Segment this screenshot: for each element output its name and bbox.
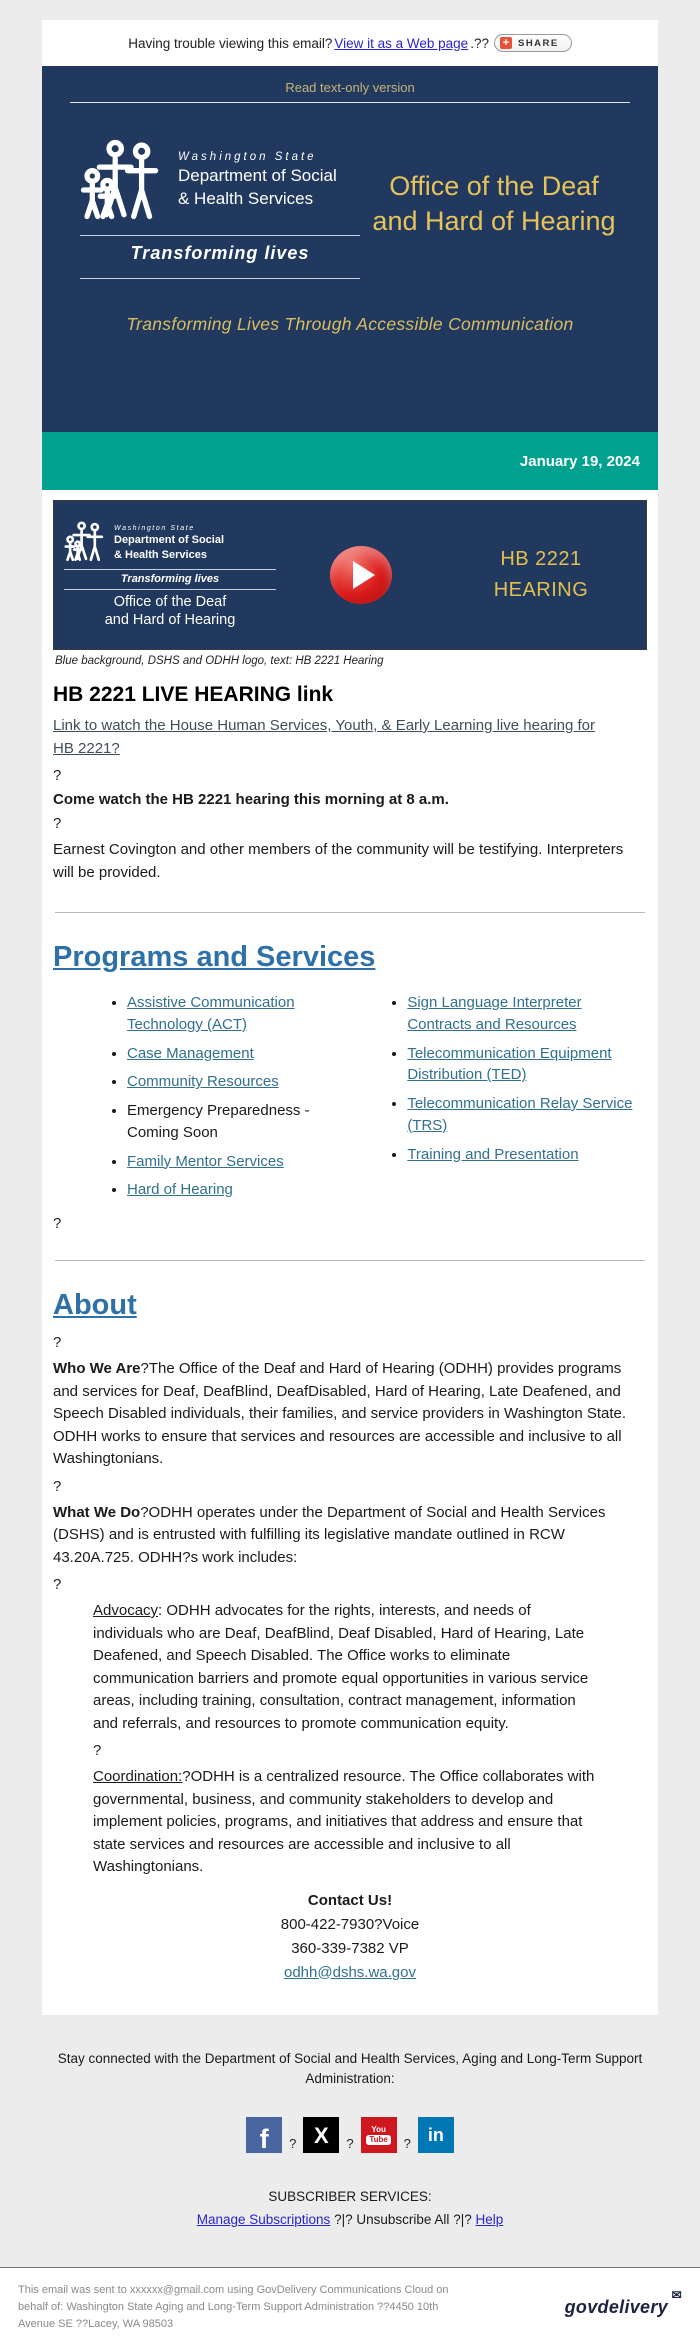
program-link[interactable]: Training and Presentation: [407, 1145, 579, 1163]
banner-washington-state: Washington State: [114, 524, 195, 532]
dshs-people-icon: [80, 139, 168, 227]
email-card: [42, 20, 658, 2015]
banner-title-line2: HEARING: [493, 579, 589, 601]
share-button[interactable]: [494, 34, 572, 52]
what-we-do-paragraph: [53, 1502, 629, 1570]
icon-separator-3: ?: [403, 2135, 411, 2151]
youtube-tube-glyph: Tube: [366, 2135, 391, 2145]
logo-divider-top: [80, 235, 360, 236]
view-as-webpage-link[interactable]: View it as a Web page: [334, 35, 469, 51]
list-item: [127, 1100, 347, 1144]
program-link[interactable]: Assistive Communication Technology (ACT): [127, 994, 295, 1033]
banner-transforming-lives: Transforming lives: [120, 572, 220, 585]
programs-columns: [53, 986, 647, 1208]
placeholder-q3: ?: [53, 1215, 62, 1232]
list-item: [127, 992, 347, 1036]
logo-washington-state: Washington State: [178, 151, 317, 163]
placeholder-q1: ?: [53, 767, 62, 784]
trouble-text: Having trouble viewing this email?: [128, 35, 333, 51]
list-item: [127, 1043, 347, 1065]
govdelivery-logo[interactable]: [564, 2287, 682, 2318]
header-tagline: Transforming Lives Through Accessible Communication: [126, 314, 574, 334]
facebook-icon[interactable]: [246, 2117, 282, 2153]
banner-logo-divider-top: [64, 569, 276, 570]
linkedin-glyph: in: [427, 2124, 444, 2145]
about-heading[interactable]: About: [53, 1289, 137, 1321]
subscriber-services-heading: SUBSCRIBER SERVICES:: [268, 2189, 432, 2204]
banner-caption: Blue background, DSHS and ODHH logo, text: HB 2221 Hearing: [55, 655, 384, 667]
placeholder-q4: ?: [53, 1334, 62, 1351]
newsletter-header: [42, 66, 658, 432]
manage-subscriptions-link[interactable]: Manage Subscriptions: [196, 2212, 331, 2228]
coordination-label: Coordination:: [93, 1768, 183, 1785]
who-we-are-paragraph: [53, 1358, 629, 1471]
contact-block: [53, 1889, 647, 1985]
who-we-are-text: ?The Office of the Deaf and Hard of Hearing (ODHH) provides programs and services for Deaf, DeafBlind, DeafDisabled, Hard of Hearing, Late Deafened, and Speech Disabled individuals, their families, and service providers in Washington State. ODHH works to ensure that services and resources are accessible and inclusive to all Washingtonians.: [53, 1360, 627, 1467]
office-title: [360, 139, 628, 284]
icon-separator-2: ?: [346, 2135, 354, 2151]
issue-date: January 19, 2024: [519, 452, 640, 470]
youtube-you-glyph: You: [371, 2124, 386, 2134]
play-triangle-icon: [353, 561, 375, 589]
placeholder-q5: ?: [53, 1477, 62, 1495]
logo-dept-line2: & Health Services: [178, 189, 314, 209]
advocacy-paragraph: [93, 1600, 600, 1735]
video-play-button-icon[interactable]: [330, 546, 392, 604]
programs-heading[interactable]: Programs and Services: [53, 941, 376, 973]
header-logo-row: [42, 103, 658, 284]
advocacy-text: : ODHH advocates for the rights, interests, and needs of individuals who are Deaf, DeafBlind, Deaf Disabled, Hard of Hearing, Late Deafened, and Speech Disabled. The Office works to eliminate communication barriers and promote equal opportunities in various service areas, including training, consultation, contract management, information and referrals, and resources to promote communication equity.: [93, 1602, 589, 1732]
contact-email-link[interactable]: odhh@dshs.wa.gov: [284, 1963, 416, 1981]
banner-office-line1: Office of the Deaf: [113, 593, 227, 610]
list-item: [127, 1071, 347, 1093]
program-link[interactable]: Telecommunication Relay Service (TRS): [407, 1095, 633, 1134]
what-we-do-text: ?ODHH operates under the Department of Social and Health Services (DSHS) and is entrusted with fulfilling its legislative mandate outlined in RCW 43.20A.725. ODHH?s work includes:: [53, 1503, 606, 1566]
x-glyph: X: [314, 2122, 329, 2148]
section-divider-2: [55, 1260, 645, 1261]
hearing-bold-line: Come watch the HB 2221 hearing this morning at 8 a.m.: [53, 791, 449, 808]
logo-divider-bottom: [80, 278, 360, 279]
youtube-icon[interactable]: [361, 2117, 397, 2153]
icon-separator-1: ?: [289, 2135, 297, 2151]
banner-title: [446, 544, 636, 606]
dshs-logo-block: [80, 139, 360, 284]
list-item: [127, 1151, 347, 1173]
list-item: [407, 1093, 647, 1137]
govdelivery-bar: [0, 2267, 700, 2351]
placeholder-q7: ?: [93, 1742, 102, 1759]
office-title-line1: Office of the Deaf: [389, 171, 599, 201]
program-link[interactable]: Case Management: [127, 1044, 254, 1062]
office-title-line2: and Hard of Hearing: [372, 206, 616, 237]
what-we-do-label: What We Do: [53, 1503, 141, 1521]
x-twitter-icon[interactable]: [303, 2117, 339, 2153]
advocacy-block: [93, 1600, 616, 1879]
program-text: Emergency Preparedness - Coming Soon: [127, 1102, 310, 1141]
trouble-suffix: .??: [470, 35, 489, 51]
govdelivery-envelope-icon: ✉: [671, 2287, 682, 2302]
footer-sep-1: ?|?: [334, 2212, 353, 2228]
banner-dept-line1: Department of Social: [114, 533, 225, 546]
coordination-paragraph: [93, 1766, 600, 1879]
unsubscribe-all-text[interactable]: Unsubscribe All: [356, 2212, 450, 2228]
read-text-only-link[interactable]: Read text-only version: [285, 80, 415, 95]
page-top-margin: [0, 0, 700, 20]
banner-office-line2: and Hard of Hearing: [104, 612, 236, 628]
program-link[interactable]: Hard of Hearing: [127, 1181, 233, 1199]
logo-transforming-lives: Transforming lives: [130, 243, 310, 263]
hb2221-banner-image[interactable]: [53, 500, 647, 650]
list-item: [407, 992, 647, 1036]
program-link[interactable]: Telecommunication Equipment Distribution (TED): [407, 1044, 612, 1084]
hearing-watch-link[interactable]: Link to watch the House Human Services, Youth, & Early Learning live hearing for HB 2221?: [53, 717, 595, 757]
banner-dept-line2: & Health Services: [114, 548, 207, 561]
footer: [0, 2015, 700, 2231]
advocacy-label: Advocacy: [93, 1602, 159, 1619]
list-item: [407, 1144, 647, 1166]
linkedin-icon[interactable]: [418, 2117, 454, 2153]
view-online-bar: [42, 20, 658, 66]
banner-office-name: [64, 593, 276, 629]
subscriber-links: [40, 2210, 660, 2230]
share-button-label: SHARE: [517, 37, 559, 49]
program-link[interactable]: Family Mentor Services: [127, 1152, 284, 1170]
social-icons-row: [40, 2117, 660, 2153]
list-item: [127, 1179, 347, 1201]
section-divider-1: [55, 912, 645, 913]
list-item: [407, 1043, 647, 1087]
programs-list-left: [127, 992, 347, 1208]
banner-logo-divider-bottom: [64, 589, 276, 590]
program-link[interactable]: Community Resources: [127, 1073, 279, 1091]
banner-dshs-people-icon: [64, 521, 108, 565]
banner-title-line1: HB 2221: [500, 548, 582, 570]
who-we-are-label: Who We Are: [53, 1360, 141, 1377]
programs-list-right: [407, 992, 647, 1208]
contact-heading: Contact Us!: [307, 1891, 393, 1909]
help-link[interactable]: Help: [475, 2212, 504, 2228]
govdelivery-wordmark: govdelivery: [564, 2296, 668, 2317]
facebook-glyph: f: [259, 2124, 269, 2153]
placeholder-q6: ?: [53, 1576, 62, 1593]
sent-to-disclaimer: This email was sent to xxxxxx@gmail.com using GovDelivery Communications Cloud on behalf of: Washington State Aging and Long-Term Support Administration ??4450 10th Avenue SE ??Lacey, WA 98503: [18, 2283, 449, 2330]
hearing-body-text: Earnest Covington and other members of the community will be testifying. Interpreters will be provided.: [53, 841, 624, 881]
footer-sep-2: ?|?: [453, 2212, 472, 2228]
program-link[interactable]: Sign Language Interpreter Contracts and Resources: [407, 994, 582, 1033]
email-body: [42, 490, 658, 2015]
stay-connected-text: Stay connected with the Department of Social and Health Services, Aging and Long-Term Support Administration:: [57, 2050, 643, 2086]
coordination-text: ?ODHH is a centralized resource. The Office collaborates with governmental, business, and community stakeholders to develop and implement policies, programs, and initiatives that address and ensure that state services and resources are accessible and inclusive to all Washingtonians.: [93, 1768, 595, 1875]
banner-dshs-logo: [64, 521, 276, 629]
placeholder-q2: ?: [53, 815, 62, 832]
logo-dept-line1: Department of Social: [178, 166, 337, 185]
share-plus-icon: +: [500, 37, 512, 49]
contact-vp: 360-339-7382 VP: [291, 1939, 409, 1957]
date-bar: [42, 432, 658, 490]
contact-voice: 800-422-7930?Voice: [280, 1915, 420, 1933]
hearing-heading: HB 2221 LIVE HEARING link: [53, 683, 334, 706]
